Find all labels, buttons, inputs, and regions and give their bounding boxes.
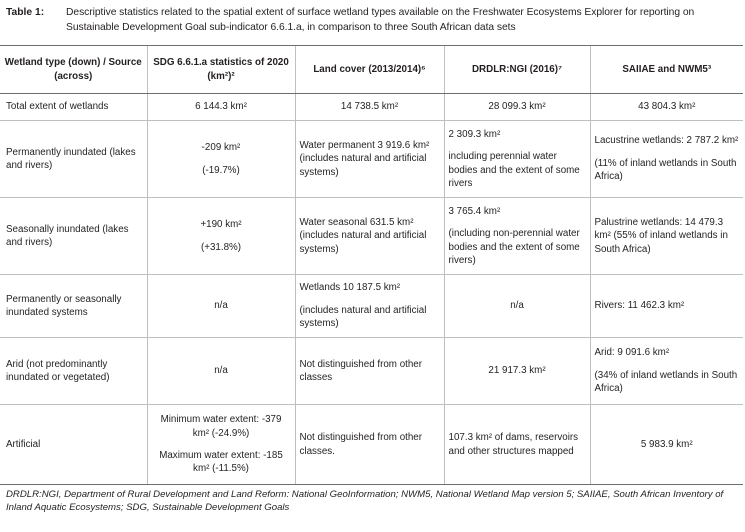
header-saiiae: SAIIAE and NWM5³ bbox=[590, 46, 743, 94]
cell-wetland-type: Seasonally inundated (lakes and rivers) bbox=[0, 198, 147, 275]
table-row bbox=[0, 121, 743, 198]
table-row bbox=[0, 338, 743, 405]
cell-sdg: n/a bbox=[147, 338, 295, 405]
cell-sdg: n/a bbox=[147, 275, 295, 338]
table-row bbox=[0, 94, 743, 121]
cell-drdlr: 28 099.3 km² bbox=[444, 94, 590, 121]
cell-saiiae: 5 983.9 km² bbox=[590, 405, 743, 485]
cell-sdg: 6 144.3 km² bbox=[147, 94, 295, 121]
cell-land-cover: Water seasonal 631.5 km² (includes natural and artificial systems) bbox=[295, 198, 444, 275]
cell-wetland-type: Artificial bbox=[0, 405, 147, 485]
cell-wetland-type: Permanently or seasonally inundated systems bbox=[0, 275, 147, 338]
table-footnote: DRDLR:NGI, Department of Rural Development and Land Reform: National GeoInformation; NWM5, National Wetland Map version 5; SAIIAE, South African Inventory of Inland Aquatic Ecosystems; SDG, Sustainable Development Goals bbox=[6, 489, 724, 513]
cell-sdg: -209 km² (-19.7%) bbox=[147, 121, 295, 198]
cell-land-cover: Not distinguished from other classes bbox=[295, 338, 444, 405]
cell-wetland-type: Permanently inundated (lakes and rivers) bbox=[0, 121, 147, 198]
cell-saiiae: Rivers: 11 462.3 km² bbox=[590, 275, 743, 338]
header-sdg: SDG 6.6.1.a statistics of 2020 (km²)² bbox=[147, 46, 295, 94]
caption-label: Table 1: bbox=[6, 7, 45, 18]
cell-land-cover: Wetlands 10 187.5 km² (includes natural and artificial systems) bbox=[295, 275, 444, 338]
cell-land-cover: Water permanent 3 919.6 km² (includes natural and artificial systems) bbox=[295, 121, 444, 198]
cell-wetland-type: Arid (not predominantly inundated or vegetated) bbox=[0, 338, 147, 405]
table-row bbox=[0, 198, 743, 275]
table-row bbox=[0, 405, 743, 485]
cell-saiiae: Arid: 9 091.6 km² (34% of inland wetlands in South Africa) bbox=[590, 338, 743, 405]
cell-drdlr: 2 309.3 km² including perennial water bodies and the extent of some rivers bbox=[444, 121, 590, 198]
table-caption bbox=[6, 5, 736, 43]
table-row bbox=[0, 275, 743, 338]
cell-saiiae: Lacustrine wetlands: 2 787.2 km² (11% of inland wetlands in South Africa) bbox=[590, 121, 743, 198]
cell-saiiae: Palustrine wetlands: 14 479.3 km² (55% of inland wetlands in South Africa) bbox=[590, 198, 743, 275]
caption-text: Descriptive statistics related to the spatial extent of surface wetland types available on the Freshwater Ecosystems Explorer for reporting on Sustainable Development Goal sub-indicator 6.6.1.a, in comparison to three South African data sets bbox=[66, 7, 695, 33]
cell-sdg: +190 km² (+31.8%) bbox=[147, 198, 295, 275]
header-drdlr: DRDLR:NGI (2016)⁷ bbox=[444, 46, 590, 94]
cell-drdlr: 107.3 km² of dams, reservoirs and other structures mapped bbox=[444, 405, 590, 485]
cell-sdg: Minimum water extent: -379 km² (-24.9%) Maximum water extent: -185 km² (-11.5%) bbox=[147, 405, 295, 485]
cell-land-cover: Not distinguished from other classes. bbox=[295, 405, 444, 485]
cell-drdlr: 3 765.4 km² (including non-perennial water bodies and the extent of some rivers) bbox=[444, 198, 590, 275]
cell-wetland-type: Total extent of wetlands bbox=[0, 94, 147, 121]
cell-saiiae: 43 804.3 km² bbox=[590, 94, 743, 121]
table-header-row bbox=[0, 46, 743, 94]
header-land-cover: Land cover (2013/2014)⁶ bbox=[295, 46, 444, 94]
cell-land-cover: 14 738.5 km² bbox=[295, 94, 444, 121]
cell-drdlr: n/a bbox=[444, 275, 590, 338]
header-wetland-type: Wetland type (down) / Source (across) bbox=[0, 46, 147, 94]
wetland-statistics-table bbox=[0, 45, 743, 485]
cell-drdlr: 21 917.3 km² bbox=[444, 338, 590, 405]
